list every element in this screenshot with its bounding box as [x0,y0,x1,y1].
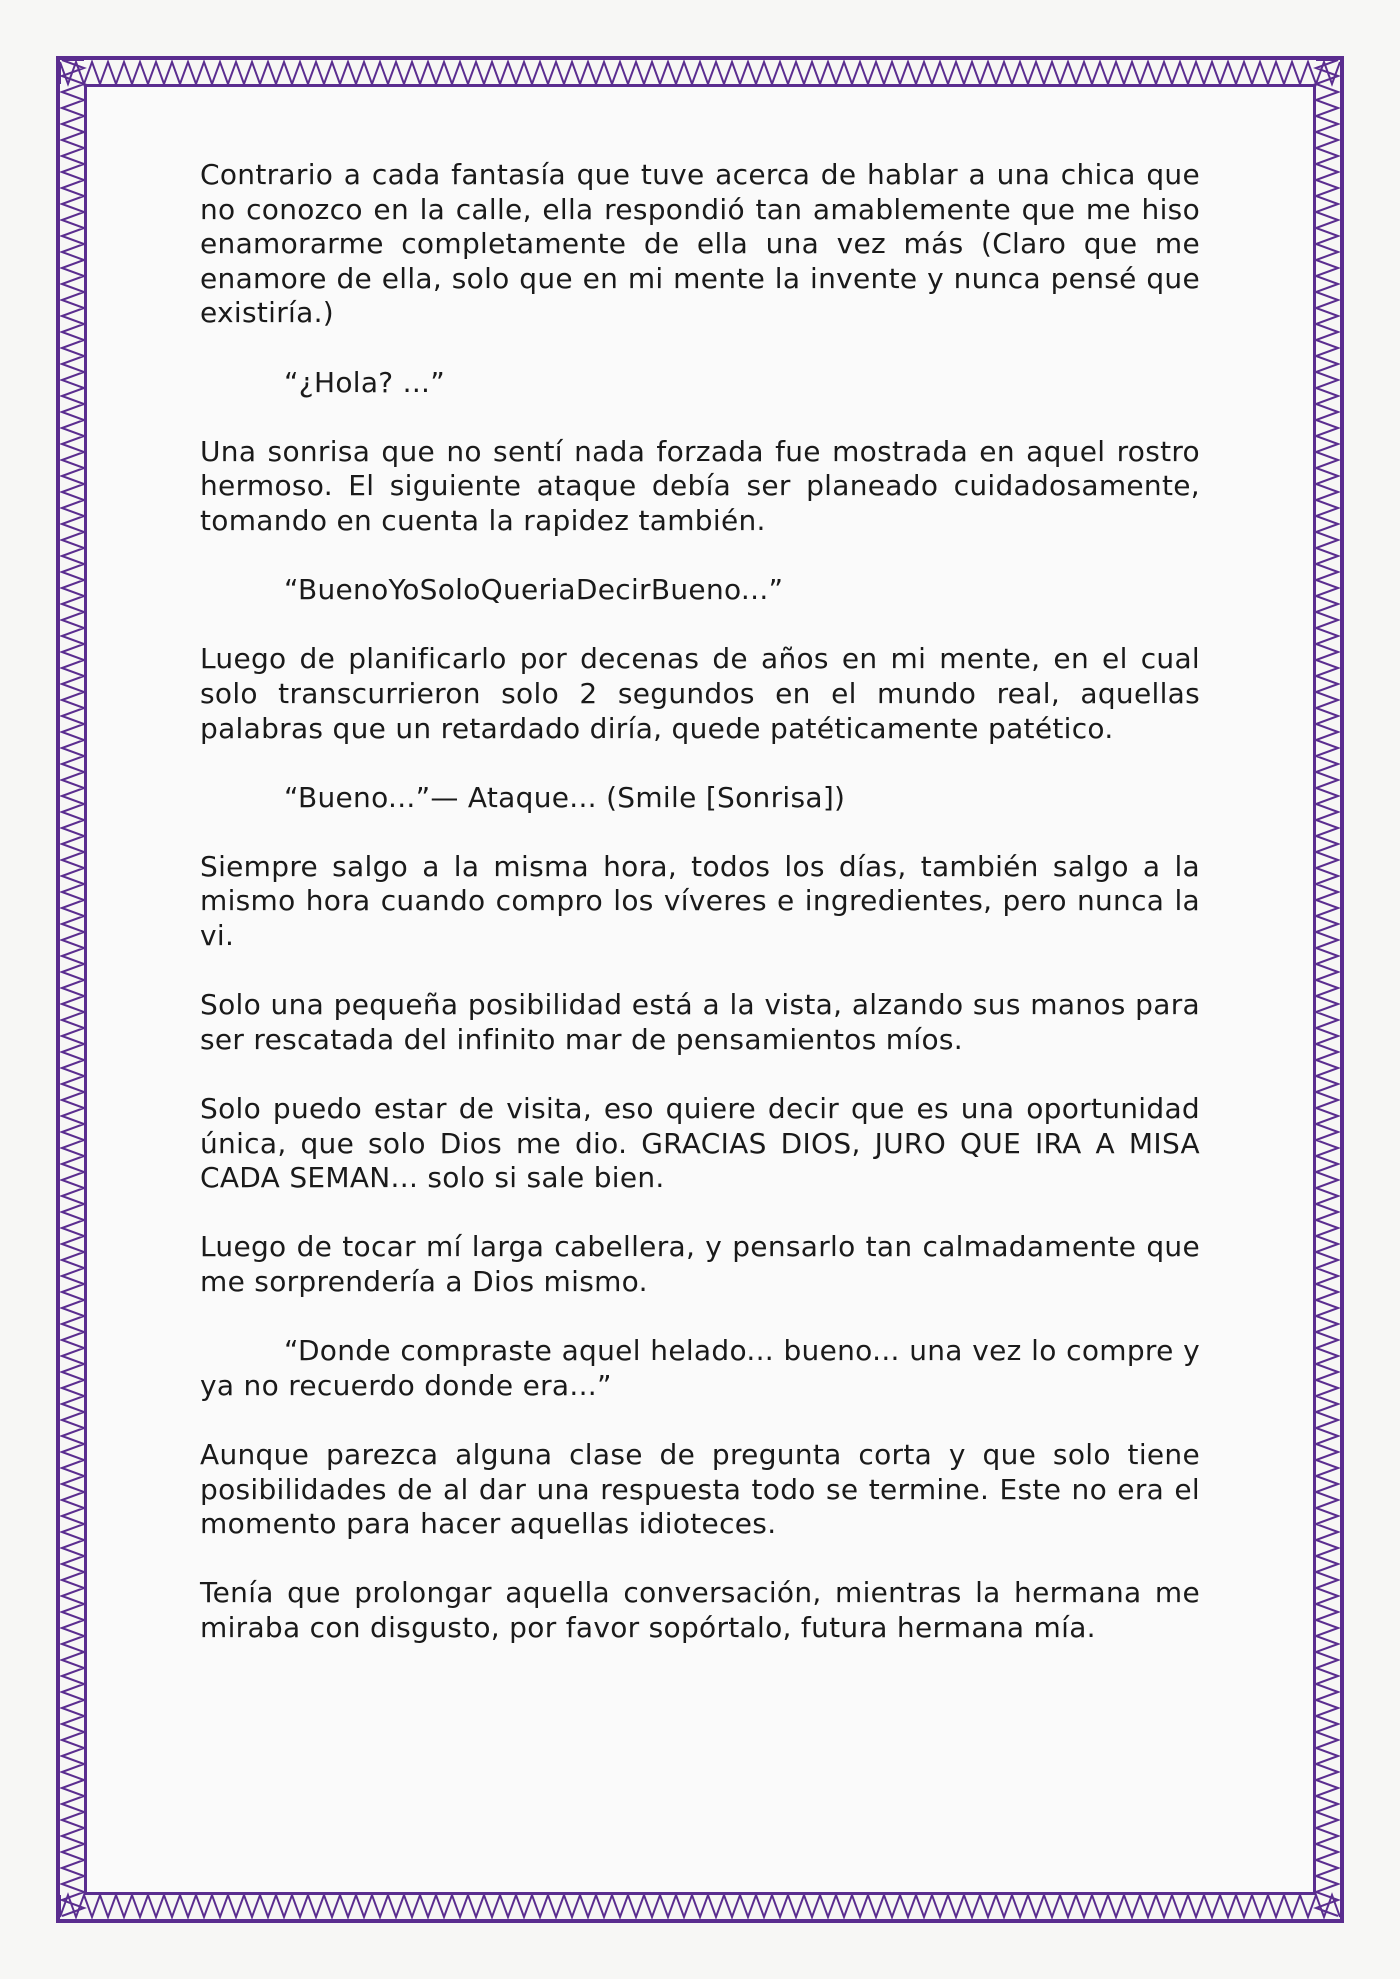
paragraph-4: Siempre salgo a la misma hora, todos los días, también salgo a la mismo hora cuando compro los víveres e ingredientes, pero nunca la vi. [200,849,1200,953]
dialogue-1: “¿Hola? ...” [284,365,446,399]
paragraph-7: Luego de tocar mí larga cabellera, y pensarlo tan calmadamente que me sorprendería a Dios mismo. [200,1230,1200,1298]
paragraph-2: Una sonrisa que no sentí nada forzada fue mostrada en aquel rostro hermoso. El siguiente ataque debía ser planeado cuidadosamente, tomando en cuenta la rapidez también. [200,434,1200,537]
paragraph-1: Contrario a cada fantasía que tuve acerca de hablar a una chica que no conozco en la calle, ella respondió tan amablemente que me hiso enamorarme completamente de ella una vez más (Claro que me enamore de ella, solo que en mi mente la invente y nunca pensé que existiría.) [200,158,1200,330]
paragraph-3: Luego de planificarlo por decenas de años en mi mente, en el cual solo transcurrieron solo 2 segundos en el mundo real, aquellas palabras que un retardado diría, quede patéticamente patético. [200,642,1200,745]
paragraph-6: Solo puedo estar de visita, eso quiere decir que es una oportunidad única, que solo Dios me dio. GRACIAS DIOS, JURO QUE IRA A MISA CADA SEMAN... solo si sale bien. [200,1092,1200,1195]
paragraph-8: Aunque parezca alguna clase de pregunta corta y que solo tiene posibilidades de al dar una respuesta todo se termine. Este no era el momento para hacer aquellas idioteces. [200,1437,1200,1541]
paragraph-9: Tenía que prolongar aquella conversación, mientras la hermana me miraba con disgusto, por favor sopórtalo, futura hermana mía. [200,1576,1200,1644]
dialogue-4: “Donde compraste aquel helado... bueno... una vez lo compre y ya no recuerdo donde era...” [200,1334,1200,1402]
dialogue-2: “BuenoYoSoloQueriaDecirBueno...” [284,573,784,607]
paragraph-5: Solo una pequeña posibilidad está a la vista, alzando sus manos para ser rescatada del infinito mar de pensamientos míos. [200,988,1200,1056]
dialogue-3: “Bueno...”— Ataque... (Smile [Sonrisa]) [284,780,846,814]
story-text [200,158,1200,1680]
